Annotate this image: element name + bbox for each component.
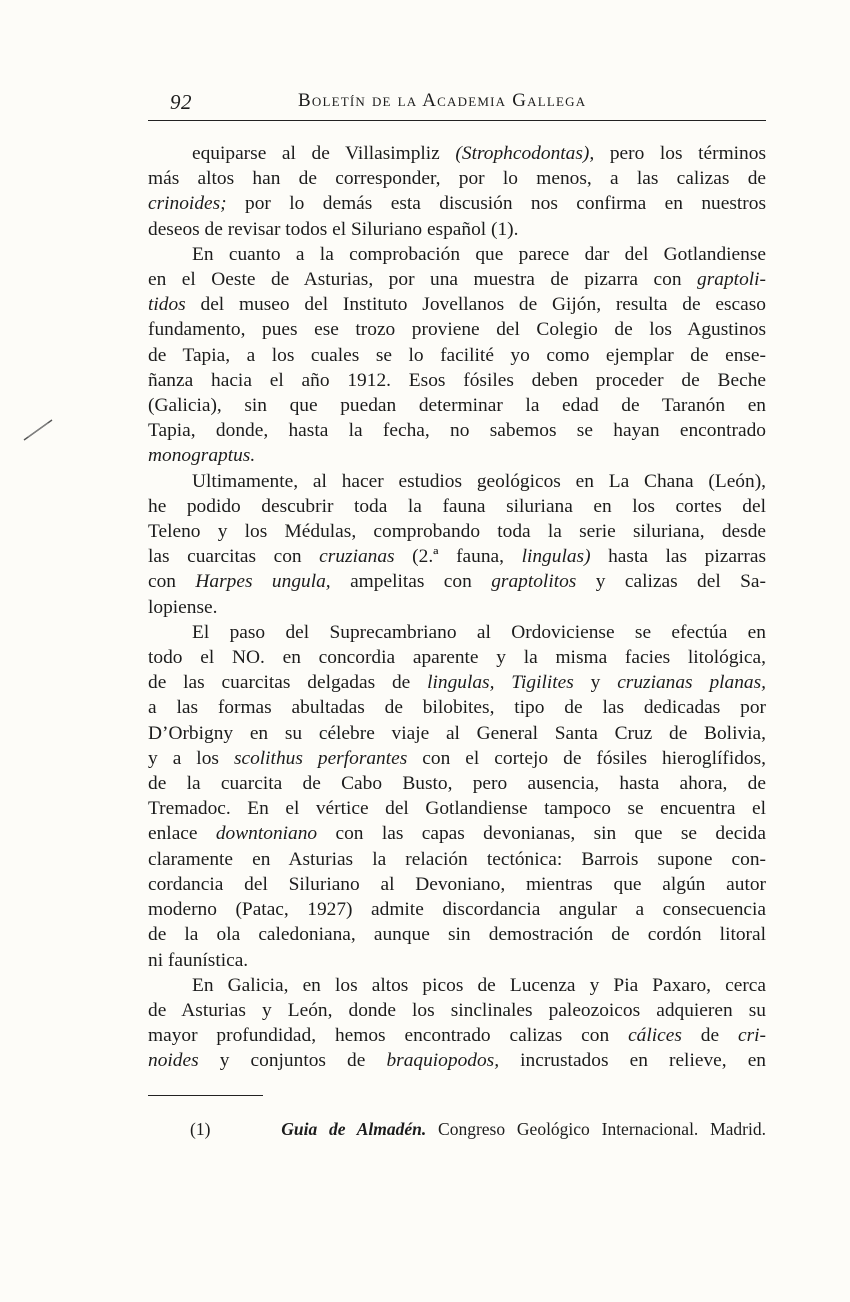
running-head: Boletín de la Academia Gallega [298,90,587,111]
text-line [148,443,766,468]
text-line: de Tapia, a los cuales se lo facilité yo como ejemplar de ense- [148,344,766,366]
italic-term: cruzianas planas, [617,672,767,694]
italic-term: monograptus. [148,445,256,467]
text-line: tidos del museo del Instituto Jovellanos de Gijón, resulta de escaso [148,294,766,316]
italic-term: Harpes ungula, [195,571,331,593]
text-line: a las formas abultadas de bilobites, tipo de las dedicadas por [148,697,766,719]
italic-term: noides [148,1050,199,1072]
italic-term: lingulas, Tigilites [427,672,574,694]
footnote-marker: (1) [190,1119,211,1139]
text-line: más altos han de corresponder, por lo menos, a las calizas de [148,168,766,190]
text-line: fundamento, pues ese trozo proviene del Colegio de los Agustinos [148,319,766,341]
body-text [148,141,766,1074]
text-line: D’Orbigny en su célebre viaje al General Santa Cruz de Bolivia, [148,722,766,744]
text-line: crinoides; por lo demás esta discusión nos confirma en nuestros [148,193,766,215]
italic-term: tidos [148,294,186,316]
text-line: ñanza hacia el año 1912. Esos fósiles deben proceder de Beche [148,369,766,391]
footnote-title: Guia de Almadén. [281,1119,427,1139]
footnote-text: Congreso Geológico Internacional. Madrid. [438,1119,766,1139]
text-line: El paso del Suprecambriano al Ordoviciense se efectúa en [192,621,766,643]
italic-term: scolithus perforantes [233,747,408,769]
italic-term: cri- [738,1025,767,1047]
italic-term: graptolitos [491,571,577,593]
paragraph [148,141,766,242]
italic-term: cálices [628,1025,682,1047]
text-line: mayor profundidad, hemos encontrado calizas con cálices de cri- [148,1025,767,1047]
text-line: cordancia del Siluriano al Devoniano, mientras que algún autor [148,873,766,895]
italic-term: graptoli- [697,269,766,291]
footnote [190,1118,766,1140]
italic-term: braquiopodos, [386,1050,500,1072]
text-line: Ultimamente, al hacer estudios geológicos en La Chana (León), [192,470,766,492]
text-line: y a los scolithus perforantes con el cortejo de fósiles hieroglífidos, [148,747,766,769]
text-line: noides y conjuntos de braquiopodos, incrustados en relieve, en [148,1050,766,1072]
italic-term: cruzianas [319,546,395,568]
text-line: Tremadoc. En el vértice del Gotlandiense tampoco se encuentra el [148,798,766,820]
paragraph [148,973,766,1074]
text-line: con Harpes ungula, ampelitas con graptolitos y calizas del Sa- [148,571,766,593]
text-line: moderno (Patac, 1927) admite discordancia angular a consecuencia [148,899,766,921]
page-header [148,88,766,118]
text-line: de la cuarcita de Cabo Busto, pero ausencia, hasta ahora, de [148,773,766,795]
italic-term: (Strophcodontas), [455,143,595,164]
text-line: de las cuarcitas delgadas de lingulas, Tigilites y cruzianas planas, [148,672,767,694]
paragraph [148,242,766,469]
margin-pencil-mark [22,418,54,442]
header-rule [148,120,766,121]
italic-term: lingulas) [521,546,591,568]
italic-term: downtoniano [215,823,318,845]
text-line: Teleno y los Médulas, comprobando toda la serie siluriana, desde [148,521,766,543]
text-line: En Galicia, en los altos picos de Lucenza y Pia Paxaro, cerca [192,974,766,996]
text-line: de la ola caledoniana, aunque sin demostración de cordón litoral [148,924,766,946]
text-line: claramente en Asturias la relación tectónica: Barrois supone con- [148,848,766,870]
text-line: las cuarcitas con cruzianas (2.ª fauna, lingulas) hasta las pizarras [148,546,766,568]
text-line: En cuanto a la comprobación que parece dar del Gotlandiense [192,243,766,265]
text-line: equiparse al de Villasimpliz (Strophcodontas), pero los términos [192,143,766,164]
italic-term: crinoides; [148,193,227,215]
text-line: ni faunística. [148,949,249,971]
footnote-rule [148,1095,263,1096]
text-line: enlace downtoniano con las capas devonianas, sin que se decida [148,823,766,845]
text-line: Tapia, donde, hasta la fecha, no sabemos se hayan encontrado [148,420,766,442]
text-line: deseos de revisar todos el Siluriano español (1). [148,218,519,240]
page-number: 92 [170,90,192,114]
text-line: (Galicia), sin que puedan determinar la edad de Taranón en [148,395,766,417]
text-line: todo el NO. en concordia aparente y la misma facies litológica, [148,647,766,669]
text-line: de Asturias y León, donde los sinclinales paleozoicos adquieren su [148,999,766,1021]
text-line: he podido descubrir toda la fauna siluriana en los cortes del [148,495,766,517]
paragraph [148,469,766,620]
text-line: en el Oeste de Asturias, por una muestra de pizarra con graptoli- [148,269,766,291]
text-line: lopiense. [148,596,218,618]
paragraph [148,620,766,973]
